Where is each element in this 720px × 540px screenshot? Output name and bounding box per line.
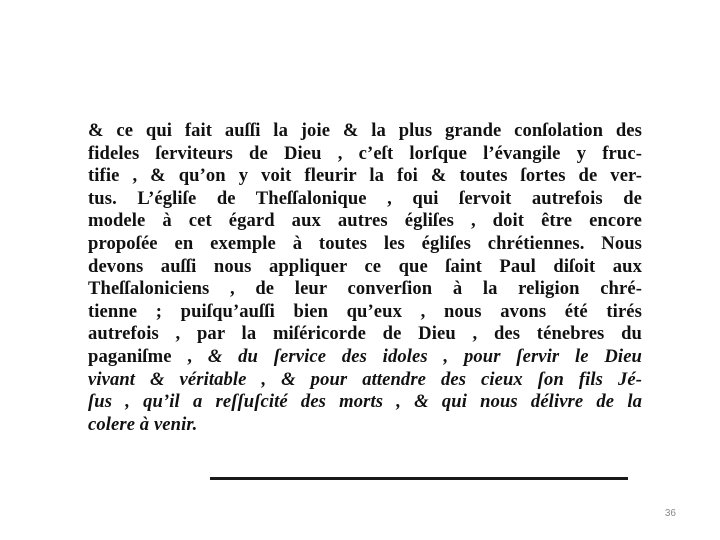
text-line <box>88 346 642 369</box>
text-line: tifie , & qu’on y voit fleurir la foi & toutes ſortes de ver- <box>88 165 642 187</box>
text-line: colere à venir. <box>88 413 198 435</box>
page-number: 36 <box>664 508 676 519</box>
page-rule <box>210 477 628 480</box>
text-line: modele à cet égard aux autres égliſes , doit être encore <box>88 210 642 232</box>
text-line: fideles ſerviteurs de Dieu , c’eſt lorſque l’évangile y fruc- <box>88 142 642 164</box>
text-line: vivant & véritable , & pour attendre des cieux ſon fils Jé- <box>88 368 642 390</box>
text-line: tus. L’égliſe de Theſſalonique , qui ſervoit autrefois de <box>88 187 642 209</box>
text-line: ſus , qu’il a reſſuſcité des morts , & qui nous délivre de la <box>88 391 642 413</box>
scanned-paragraph <box>88 120 642 436</box>
scanned-page-image <box>76 108 656 488</box>
text-segment: & du ſervice des idoles , pour ſervir le Dieu <box>207 345 642 367</box>
text-line: Theſſaloniciens , de leur converſion à la religion chré- <box>88 278 642 300</box>
text-line: tienne ; puiſqu’auſſi bien qu’eux , nous avons été tirés <box>88 300 642 322</box>
text-line: devons auſſi nous appliquer ce que ſaint Paul diſoit aux <box>88 255 642 277</box>
text-line: autrefois , par la miſéricorde de Dieu , des ténebres du <box>88 323 642 345</box>
text-line: & ce qui fait auſſi la joie & la plus grande conſolation des <box>88 120 642 141</box>
text-segment: paganiſme , <box>88 345 208 367</box>
text-line: propoſée en exemple à toutes les égliſes chrétiennes. Nous <box>88 232 642 254</box>
